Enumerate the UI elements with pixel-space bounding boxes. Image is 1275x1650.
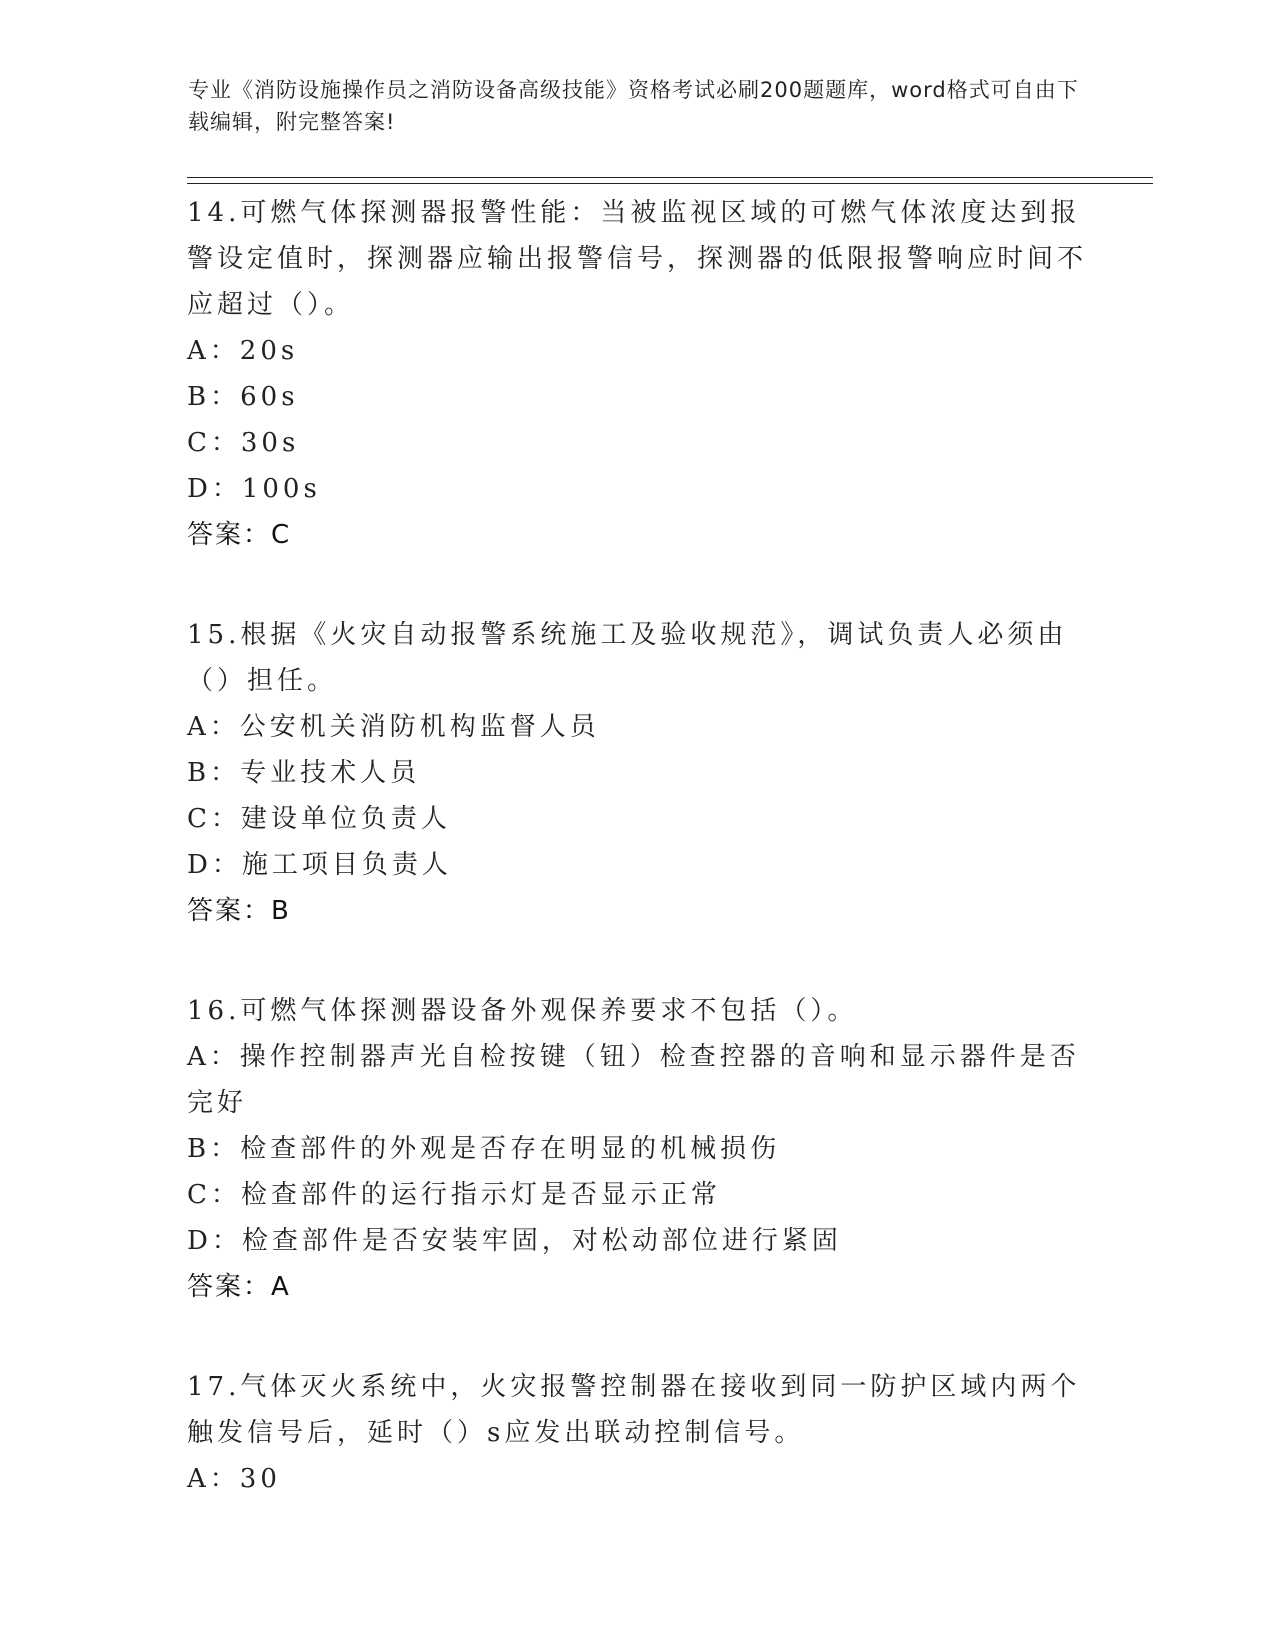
option-b: B：检查部件的外观是否存在明显的机械损伤 <box>187 1134 781 1164</box>
answer: 答案：B <box>187 896 291 926</box>
document-header: 专业《消防设施操作员之消防设备高级技能》资格考试必刷200题题库，word格式可自由下载编辑，附完整答案! <box>188 78 1079 134</box>
option-d: D：100s <box>187 474 321 504</box>
option-d: D：施工项目负责人 <box>187 850 452 880</box>
option-d: D：检查部件是否安装牢固，对松动部位进行紧固 <box>187 1226 842 1256</box>
option-b: B：专业技术人员 <box>187 758 421 788</box>
question-14 <box>187 190 1087 558</box>
answer: 答案：A <box>187 1272 291 1302</box>
option-a: A：操作控制器声光自检按键（钮）检查控器的音响和显示器件是否完好 <box>187 1042 1080 1118</box>
header-divider-bottom <box>187 183 1153 184</box>
question-text: 15.根据《火灾自动报警系统施工及验收规范》，调试负责人必须由（）担任。 <box>187 620 1068 696</box>
option-c: C：检查部件的运行指示灯是否显示正常 <box>187 1180 721 1210</box>
question-list <box>187 190 1087 1556</box>
option-a: A：公安机关消防机构监督人员 <box>187 712 600 742</box>
answer: 答案：C <box>187 520 292 550</box>
question-15 <box>187 612 1087 934</box>
option-c: C：建设单位负责人 <box>187 804 451 834</box>
question-text: 16.可燃气体探测器设备外观保养要求不包括（）。 <box>187 996 858 1026</box>
option-a: A：20s <box>187 336 299 366</box>
option-b: B：60s <box>187 382 299 412</box>
question-text: 17.气体灭火系统中，火灾报警控制器在接收到同一防护区域内两个触发信号后，延时（）s应发出联动控制信号。 <box>187 1372 1081 1448</box>
question-17 <box>187 1364 1087 1502</box>
question-16 <box>187 988 1087 1310</box>
question-text: 14.可燃气体探测器报警性能：当被监视区域的可燃气体浓度达到报警设定值时，探测器应输出报警信号，探测器的低限报警响应时间不应超过（）。 <box>187 198 1088 320</box>
option-a: A：30 <box>187 1464 281 1494</box>
header-divider-top <box>187 177 1153 178</box>
option-c: C：30s <box>187 428 300 458</box>
